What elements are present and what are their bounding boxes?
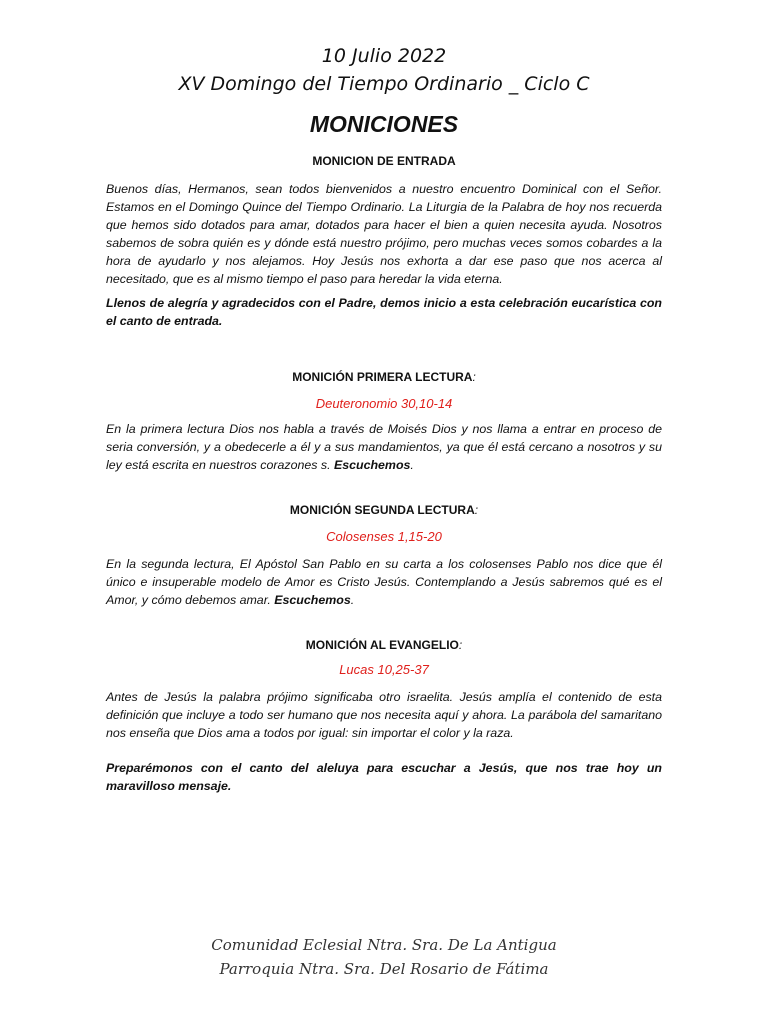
- segunda-end: .: [350, 593, 355, 607]
- section-heading-primera-lectura: [0, 370, 768, 384]
- evangelio-paragraph: Antes de Jesús la palabra prójimo significaba otro israelita. Jesús amplía el contenido de esta definición que incluye a todo ser humano que nos necesita aquí y ahora. La parábola del samaritano nos enseña que Dios ama a todos por igual: sin importar el color y la raza.: [106, 690, 662, 740]
- section-heading-segunda-lectura: [0, 503, 768, 517]
- footer-parish: Parroquia Ntra. Sra. Del Rosario de Fátima: [219, 960, 549, 978]
- primera-end: .: [410, 458, 414, 472]
- section-heading-evangelio: [0, 638, 768, 652]
- evangelio-heading-colon: :: [458, 638, 463, 652]
- primera-text: En la primera lectura Dios nos habla a través de Moisés Dios y nos llama a entrar en proceso de seria conversión, y a obedecerle a él y a sus mandamientos, ya que él está cercano a nosotros y su ley está escrita en nuestros corazones s.: [106, 422, 662, 472]
- evangelio-closing-paragraph: Preparémonos con el canto del aleluya para escuchar a Jesús, que nos trae hoy un maravilloso mensaje.: [106, 761, 662, 793]
- evangelio-heading-text: MONICIÓN AL EVANGELIO: [305, 638, 459, 652]
- primera-reference: Deuteronomio 30,10-14: [315, 396, 453, 411]
- footer-community: Comunidad Eclesial Ntra. Sra. De La Antigua: [211, 936, 557, 954]
- segunda-reference: Colosenses 1,15-20: [326, 529, 442, 544]
- primera-heading-colon: :: [472, 370, 476, 384]
- page-title: MONICIONES: [309, 111, 459, 137]
- primera-paragraph: [106, 420, 662, 474]
- section-heading-entrada: MONICION DE ENTRADA: [312, 154, 456, 168]
- primera-emphasis: Escuchemos: [333, 458, 411, 472]
- segunda-paragraph: [106, 555, 662, 609]
- segunda-heading-colon: :: [474, 503, 479, 517]
- segunda-text: En la segunda lectura, El Apóstol San Pablo en su carta a los colosenses Pablo nos dice que él único e insuperable modelo de Amor es Cristo Jesús. Contemplando a Jesús sabremos qué es el Amor, y cómo debemos amar.: [106, 557, 662, 607]
- segunda-emphasis: Escuchemos: [274, 593, 351, 607]
- document-subtitle: XV Domingo del Tiempo Ordinario _ Ciclo C: [178, 73, 590, 95]
- entrada-paragraph: Buenos días, Hermanos, sean todos bienvenidos a nuestro encuentro Dominical con el Señor. Estamos en el Domingo Quince del Tiempo Ordinario. La Liturgia de la Palabra de hoy nos recuerda que hemos sido dotados para amar, dotados para hacer el bien a quien necesita ayuda. Nosotros sabemos de sobra quién es y dónde está nuestro prójimo, pero muchas veces somos cobardes a la hora de ayudarlo y nos alejamos. Hoy Jesús nos exhorta a dar ese paso que nos acerca al necesitado, que es al mismo tiempo el paso para heredar la vida eterna.: [106, 182, 662, 286]
- entrada-closing-paragraph: Llenos de alegría y agradecidos con el Padre, demos inicio a esta celebración eucarística con el canto de entrada.: [106, 296, 662, 328]
- document-date: 10 Julio 2022: [321, 45, 447, 67]
- evangelio-reference: Lucas 10,25-37: [339, 662, 429, 677]
- primera-heading-text: MONICIÓN PRIMERA LECTURA: [292, 370, 473, 384]
- segunda-heading-text: MONICIÓN SEGUNDA LECTURA: [289, 503, 475, 517]
